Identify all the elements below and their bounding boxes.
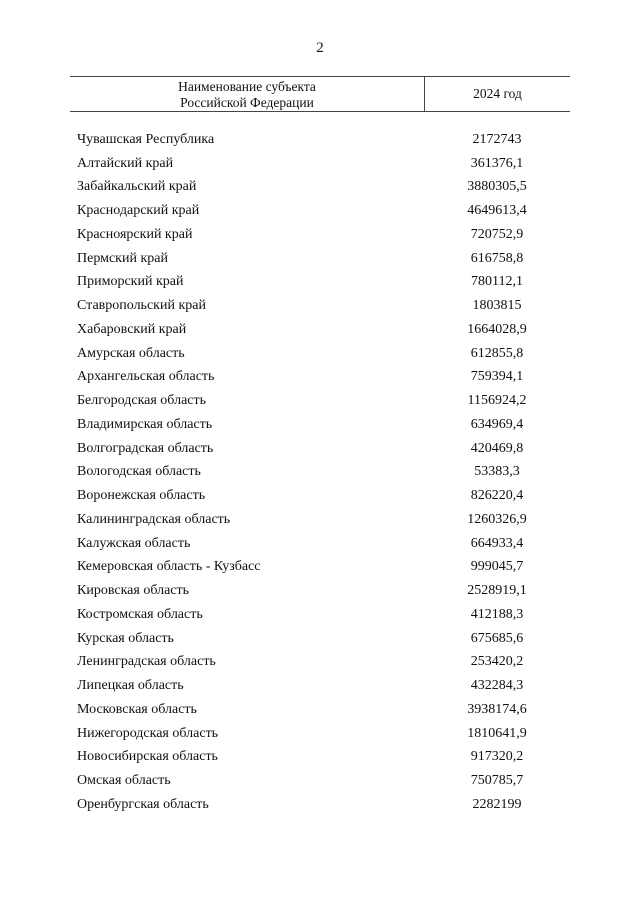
region-name: Ленинградская область <box>77 654 216 670</box>
table-row <box>77 627 570 651</box>
region-value: 999045,7 <box>470 559 524 575</box>
table-row <box>77 271 570 295</box>
region-name: Владимирская область <box>77 416 213 432</box>
region-name: Курская область <box>77 630 174 646</box>
table-row <box>77 199 570 223</box>
region-value: 1810641,9 <box>467 725 527 741</box>
table-row <box>77 746 570 770</box>
region-name: Хабаровский край <box>77 321 187 337</box>
region-value: 361376,1 <box>470 155 524 171</box>
column-header-year: 2024 год <box>424 77 570 111</box>
table-row <box>77 484 570 508</box>
region-value: 675685,6 <box>470 630 524 646</box>
region-value: 2282199 <box>472 796 522 812</box>
region-name: Нижегородская область <box>77 725 219 741</box>
table-body <box>77 128 570 817</box>
region-name: Белгородская область <box>77 393 207 409</box>
region-value: 1803815 <box>472 298 522 314</box>
region-value: 1664028,9 <box>467 321 527 337</box>
region-value: 634969,4 <box>470 416 524 432</box>
table-row <box>77 247 570 271</box>
region-value: 2528919,1 <box>467 583 527 599</box>
table-row <box>77 176 570 200</box>
region-value: 2172743 <box>472 131 522 147</box>
table-row <box>77 532 570 556</box>
table-row <box>77 318 570 342</box>
region-name: Калининградская область <box>77 511 231 527</box>
region-name: Красноярский край <box>77 226 193 242</box>
region-value: 3880305,5 <box>467 179 527 195</box>
region-value: 3938174,6 <box>467 701 527 717</box>
region-value: 253420,2 <box>470 654 524 670</box>
region-value: 616758,8 <box>470 250 524 266</box>
region-name: Новосибирская область <box>77 749 218 765</box>
region-value: 826220,4 <box>470 488 524 504</box>
region-name: Ставропольский край <box>77 298 206 314</box>
table-row <box>77 366 570 390</box>
table-row <box>77 508 570 532</box>
table-row <box>77 603 570 627</box>
table-row <box>77 152 570 176</box>
table-row <box>77 698 570 722</box>
region-value: 720752,9 <box>470 226 524 242</box>
region-value: 780112,1 <box>471 274 523 290</box>
region-name: Воронежская область <box>77 488 206 504</box>
region-name: Волгоградская область <box>77 440 214 456</box>
region-name: Кировская область <box>77 583 190 599</box>
region-value: 612855,8 <box>470 345 524 361</box>
table-row <box>77 651 570 675</box>
column-header-region-line2: Российской Федерации <box>180 94 314 110</box>
region-value: 4649613,4 <box>467 203 527 219</box>
table-row <box>77 342 570 366</box>
table-row <box>77 128 570 152</box>
table-row <box>77 674 570 698</box>
region-name: Краснодарский край <box>77 203 200 219</box>
region-name: Калужская область <box>77 535 191 551</box>
column-header-region-line1: Наименование субъекта <box>178 78 316 94</box>
table-row <box>77 722 570 746</box>
table-row <box>77 579 570 603</box>
region-name: Чувашская Республика <box>77 131 215 147</box>
region-value: 420469,8 <box>470 440 524 456</box>
region-name: Забайкальский край <box>77 179 197 195</box>
table-row <box>77 461 570 485</box>
region-value: 1156924,2 <box>467 393 527 409</box>
table-header <box>70 76 570 112</box>
region-name: Приморский край <box>77 274 184 290</box>
region-name: Вологодская область <box>77 464 201 480</box>
region-name: Оренбургская область <box>77 796 209 812</box>
region-value: 750785,7 <box>470 773 524 789</box>
table-row <box>77 223 570 247</box>
region-value: 53383,3 <box>474 464 520 480</box>
table-row <box>77 389 570 413</box>
region-value: 1260326,9 <box>467 511 527 527</box>
column-header-region <box>70 77 424 111</box>
region-value: 917320,2 <box>470 749 524 765</box>
region-value: 432284,3 <box>470 678 524 694</box>
table-row <box>77 793 570 817</box>
region-name: Московская область <box>77 701 197 717</box>
table-row <box>77 556 570 580</box>
table-row <box>77 294 570 318</box>
table-row <box>77 437 570 461</box>
region-name: Омская область <box>77 773 171 789</box>
region-name: Кемеровская область - Кузбасс <box>77 559 261 575</box>
region-value: 412188,3 <box>470 606 524 622</box>
page-number: 2 <box>316 40 324 56</box>
region-name: Алтайский край <box>77 155 174 171</box>
region-name: Амурская область <box>77 345 185 361</box>
region-name: Архангельская область <box>77 369 215 385</box>
region-name: Пермский край <box>77 250 168 266</box>
region-value: 664933,4 <box>470 535 524 551</box>
table-row <box>77 413 570 437</box>
region-name: Липецкая область <box>77 678 184 694</box>
table-row <box>77 769 570 793</box>
region-value: 759394,1 <box>470 369 524 385</box>
region-name: Костромская область <box>77 606 203 622</box>
